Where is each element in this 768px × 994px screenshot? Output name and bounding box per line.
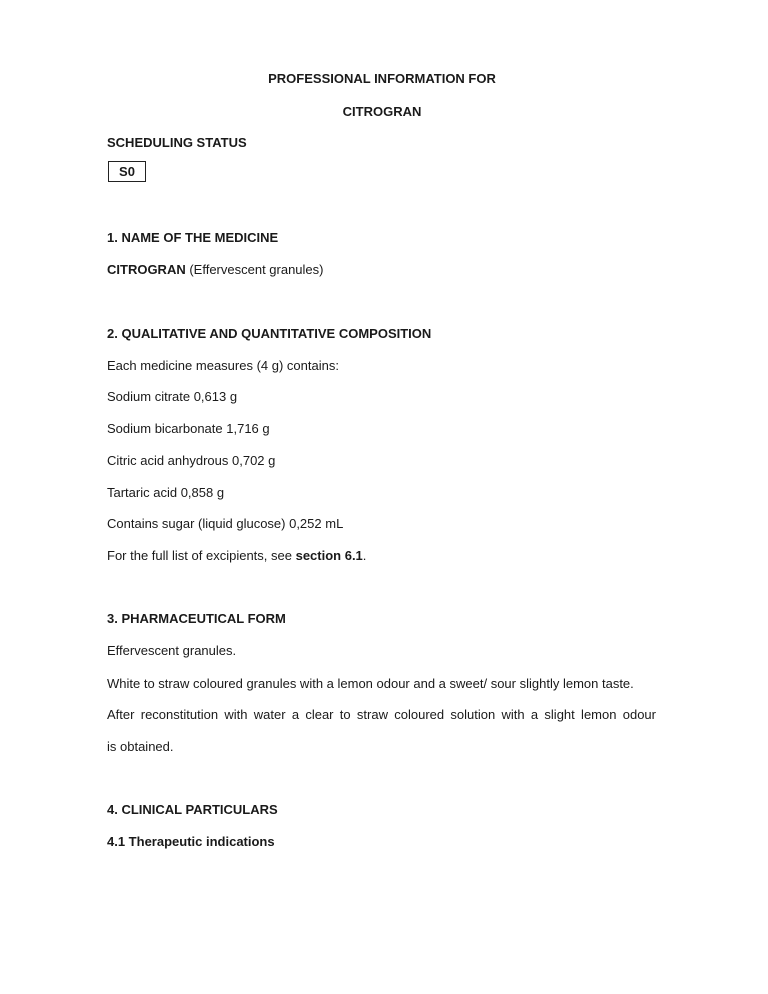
scheduling-status-heading: SCHEDULING STATUS (107, 135, 247, 150)
composition-citric-acid: Citric acid anhydrous 0,702 g (107, 453, 276, 468)
scheduling-status-badge: S0 (108, 161, 146, 182)
composition-sodium-bicarbonate: Sodium bicarbonate 1,716 g (107, 421, 270, 436)
composition-tartaric-acid: Tartaric acid 0,858 g (107, 485, 225, 500)
section-2-heading: 2. QUALITATIVE AND QUANTITATIVE COMPOSITION (107, 326, 432, 341)
excipients-section-link: section 6.1 (295, 548, 363, 563)
medicine-form: (Effervescent granules) (185, 262, 324, 277)
section-3-heading: 3. PHARMACEUTICAL FORM (107, 611, 286, 626)
composition-intro: Each medicine measures (4 g) contains: (107, 358, 339, 373)
excipients-prefix: For the full list of excipients, see (107, 548, 296, 563)
form-line-3 (107, 707, 656, 723)
document-title: PROFESSIONAL INFORMATION FOR (268, 71, 496, 86)
medicine-name-line (107, 262, 324, 278)
excipients-suffix: . (362, 548, 367, 563)
composition-sugar: Contains sugar (liquid glucose) 0,252 mL (107, 516, 344, 531)
excipients-reference (107, 548, 366, 564)
section-4-heading: 4. CLINICAL PARTICULARS (107, 802, 278, 817)
form-line-4: is obtained. (107, 739, 174, 754)
form-line-1: Effervescent granules. (107, 643, 237, 658)
section-1-heading: 1. NAME OF THE MEDICINE (107, 230, 279, 245)
section-4-1-heading: 4.1 Therapeutic indications (107, 834, 275, 849)
composition-sodium-citrate: Sodium citrate 0,613 g (107, 389, 238, 404)
form-line-3-text: After reconstitution with water a clear to straw coloured solution with a slight lemon odour (107, 707, 656, 722)
form-line-2: White to straw coloured granules with a lemon odour and a sweet/ sour slightly lemon taste. (107, 676, 634, 691)
medicine-title: CITROGRAN (342, 104, 422, 119)
medicine-name: CITROGRAN (107, 262, 186, 277)
